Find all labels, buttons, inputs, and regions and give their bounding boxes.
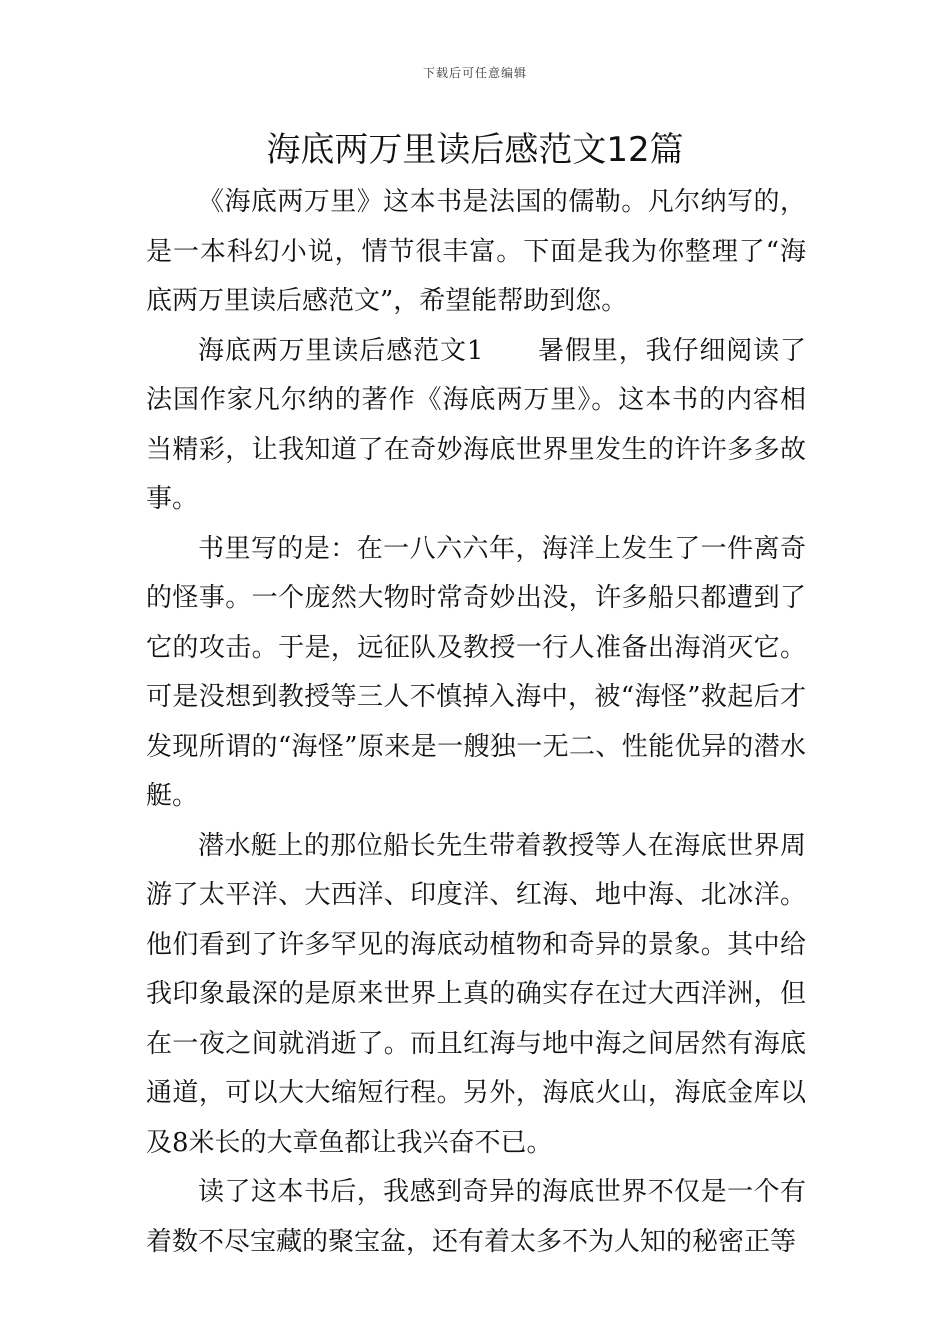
header-note: 下载后可任意编辑 xyxy=(422,66,527,80)
paragraph-essay-1-intro: 海底两万里读后感范文1 暑假里，我仔细阅读了法国作家凡尔纳的著作《海底两万里》。这本书的内容相当精彩，让我知道了在奇妙海底世界里发生的许许多多故事。 xyxy=(146,335,806,514)
paragraph-story: 书里写的是：在一八六六年，海洋上发生了一件离奇的怪事。一个庞然大物时常奇妙出没，许多船只都遭到了它的攻击。于是，远征队及教授一行人准备出海消灭它。可是没想到教授等三人不慎掉入海中，被“海怪”救起后才发现所谓的“海怪”原来是一艘独一无二、性能优异的潜水艇。 xyxy=(146,533,806,811)
paragraph-intro: 《海底两万里》这本书是法国的儒勒。凡尔纳写的，是一本科幻小说，情节很丰富。下面是我为你整理了“海底两万里读后感范文”，希望能帮助到您。 xyxy=(146,187,806,316)
document-body xyxy=(146,178,806,1267)
paragraph-voyage: 潜水艇上的那位船长先生带着教授等人在海底世界周游了太平洋、大西洋、印度洋、红海、地中海、北冰洋。他们看到了许多罕见的海底动植物和奇异的景象。其中给我印象最深的是原来世界上真的确实存在过大西洋洲，但在一夜之间就消逝了。而且红海与地中海之间居然有海底通道，可以大大缩短行程。另外，海底火山，海底金库以及8米长的大章鱼都让我兴奋不已。 xyxy=(146,830,806,1158)
document-title: 海底两万里读后感范文12篇 xyxy=(266,130,684,170)
paragraph-reflection: 读了这本书后，我感到奇异的海底世界不仅是一个有着数不尽宝藏的聚宝盆，还有着太多不为人知的秘密正等 xyxy=(146,1177,806,1257)
